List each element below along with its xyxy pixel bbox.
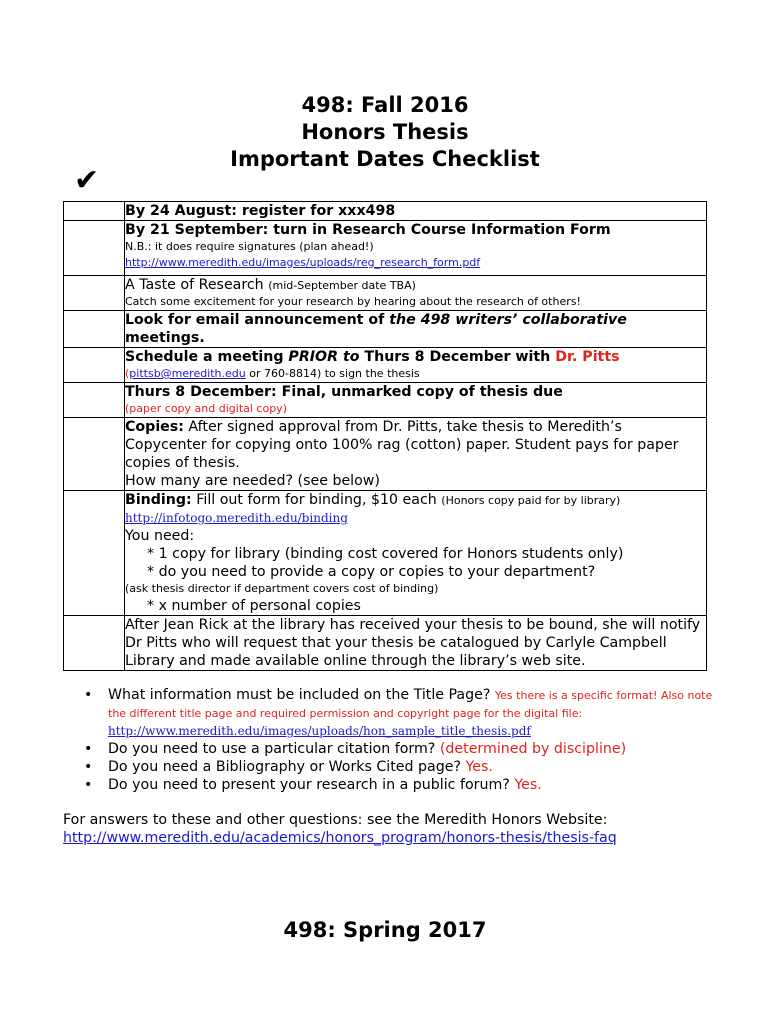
- forum-question: Do you need to present your research in a public forum?: [108, 777, 515, 793]
- schedule-text: Schedule a meeting: [125, 349, 289, 365]
- bibliography-answer: Yes.: [465, 759, 493, 775]
- title-page-question: What information must be included on the Title Page?: [108, 687, 495, 703]
- item-taste-title: A Taste of Research: [125, 277, 264, 293]
- check-box[interactable]: [64, 202, 125, 221]
- check-box[interactable]: [64, 311, 125, 348]
- email-announcement-end: meetings.: [125, 330, 205, 346]
- bullet-icon: •: [84, 741, 93, 757]
- item-register: By 24 August: register for xxx498: [125, 203, 396, 219]
- checklist-item: [125, 418, 707, 491]
- email-announcement-text: Look for email announcement of: [125, 312, 390, 328]
- checklist-item: [125, 616, 707, 671]
- checklist-item: [125, 311, 707, 348]
- checklist-item: [125, 276, 707, 311]
- honors-website-link[interactable]: http://www.meredith.edu/academics/honors_program/honors-thesis/thesis-faq: [63, 830, 617, 846]
- checklist-table: [63, 201, 707, 671]
- check-box[interactable]: [64, 491, 125, 616]
- bullet-icon: •: [84, 777, 93, 793]
- checklist-row: [64, 418, 707, 491]
- checklist-item: [125, 202, 707, 221]
- spring-title: 498: Spring 2017: [283, 918, 487, 942]
- checklist-item: [125, 221, 707, 276]
- title-page-link[interactable]: http://www.meredith.edu/images/uploads/hon_sample_title_thesis.pdf: [108, 724, 531, 738]
- title-checklist: Important Dates Checklist: [230, 147, 540, 171]
- item-copies: [125, 418, 706, 472]
- binding-note: (Honors copy paid for by library): [441, 494, 621, 507]
- checklist-row: [64, 202, 707, 221]
- bibliography-question: Do you need a Bibliography or Works Cited page?: [108, 759, 466, 775]
- schedule-contact: [125, 366, 706, 382]
- schedule-date: Thurs 8 December with: [359, 349, 556, 365]
- copies-text: After signed approval from Dr. Pitts, take thesis to Meredith’s Copycenter for copying onto 100% rag (cotton) paper. Student pays for paper copies of thesis.: [125, 419, 679, 471]
- list-item: [84, 776, 724, 794]
- advisor-name: Dr. Pitts: [555, 349, 620, 365]
- item-library-catalog: After Jean Rick at the library has received your thesis to be bound, she will notify Dr Pitts who will request that your thesis be catalogued by Carlyle Campbell Library and made available online through the library’s web site.: [125, 617, 701, 669]
- checklist-item: [125, 383, 707, 418]
- checklist-row: [64, 348, 707, 383]
- faq-bullet-list: [84, 686, 724, 794]
- item-final-copy: Thurs 8 December: Final, unmarked copy of thesis due: [125, 384, 563, 400]
- title-course: 498: Fall 2016: [301, 93, 469, 117]
- item-taste-desc: Catch some excitement for your research by hearing about the research of others!: [125, 295, 581, 308]
- checklist-row: [64, 276, 707, 311]
- check-box[interactable]: [64, 616, 125, 671]
- checklist-row: [64, 383, 707, 418]
- item-taste-date: (mid-September date TBA): [268, 279, 416, 292]
- check-box[interactable]: [64, 383, 125, 418]
- checklist-row: [64, 221, 707, 276]
- check-box[interactable]: [64, 418, 125, 491]
- department-question: * do you need to provide a copy or copies to your department?: [147, 564, 596, 580]
- contact-paren: (: [125, 367, 130, 380]
- checklist-item: [125, 491, 707, 616]
- checklist-row: [64, 491, 707, 616]
- research-form-link[interactable]: http://www.meredith.edu/images/uploads/reg_research_form.pdf: [125, 256, 481, 269]
- footer-text: For answers to these and other questions: see the Meredith Honors Website:: [63, 812, 608, 828]
- forum-answer: Yes.: [514, 777, 542, 793]
- binding-item-library: * 1 copy for library (binding cost covered for Honors students only): [147, 546, 624, 562]
- binding-item-department: [125, 563, 706, 581]
- copies-label: Copies:: [125, 419, 184, 435]
- checklist-row: [64, 616, 707, 671]
- list-item: [84, 740, 724, 758]
- bullet-icon: •: [84, 687, 93, 703]
- you-need: You need:: [125, 528, 195, 544]
- item-research-form-note: N.B.: it does require signatures (plan ahead!): [125, 240, 374, 253]
- copies-question: How many are needed? (see below): [125, 473, 380, 489]
- document-title: [0, 92, 770, 173]
- checklist-item: [125, 348, 707, 383]
- title-page-answer: Yes there is a specific format! Also note the different title page and required permission and copyright page for the digital file:: [108, 689, 713, 720]
- item-research-form-title: By 21 September: turn in Research Course Information Form: [125, 222, 611, 238]
- final-copy-note: (paper copy and digital copy): [125, 402, 287, 415]
- citation-question: Do you need to use a particular citation form?: [108, 741, 440, 757]
- check-box[interactable]: [64, 221, 125, 276]
- title-honors-thesis: Honors Thesis: [301, 120, 469, 144]
- email-announcement-italic: the 498 writers’ collaborative: [389, 312, 627, 328]
- bullet-icon: •: [84, 759, 93, 775]
- item-email-announcement: [125, 311, 706, 329]
- schedule-italic: PRIOR to: [288, 349, 360, 365]
- list-item: [84, 686, 724, 740]
- footer-note: [63, 811, 743, 847]
- check-box[interactable]: [64, 348, 125, 383]
- binding-link[interactable]: http://infotogo.meredith.edu/binding: [125, 511, 348, 525]
- advisor-email-link[interactable]: pittsb@meredith.edu: [129, 367, 246, 380]
- binding-label: Binding:: [125, 492, 192, 508]
- binding-text: Fill out form for binding, $10 each: [191, 492, 442, 508]
- item-binding: [125, 491, 706, 509]
- item-schedule-meeting: [125, 348, 706, 366]
- department-note: (ask thesis director if department covers cost of binding): [125, 582, 439, 595]
- contact-tail: or 760-8814) to sign the thesis: [245, 367, 420, 380]
- citation-answer: (determined by discipline): [439, 741, 627, 757]
- binding-item-personal: * x number of personal copies: [147, 598, 361, 614]
- list-item: [84, 758, 724, 776]
- checkmark-icon: ✔: [74, 163, 100, 198]
- check-box[interactable]: [64, 276, 125, 311]
- checklist-row: [64, 311, 707, 348]
